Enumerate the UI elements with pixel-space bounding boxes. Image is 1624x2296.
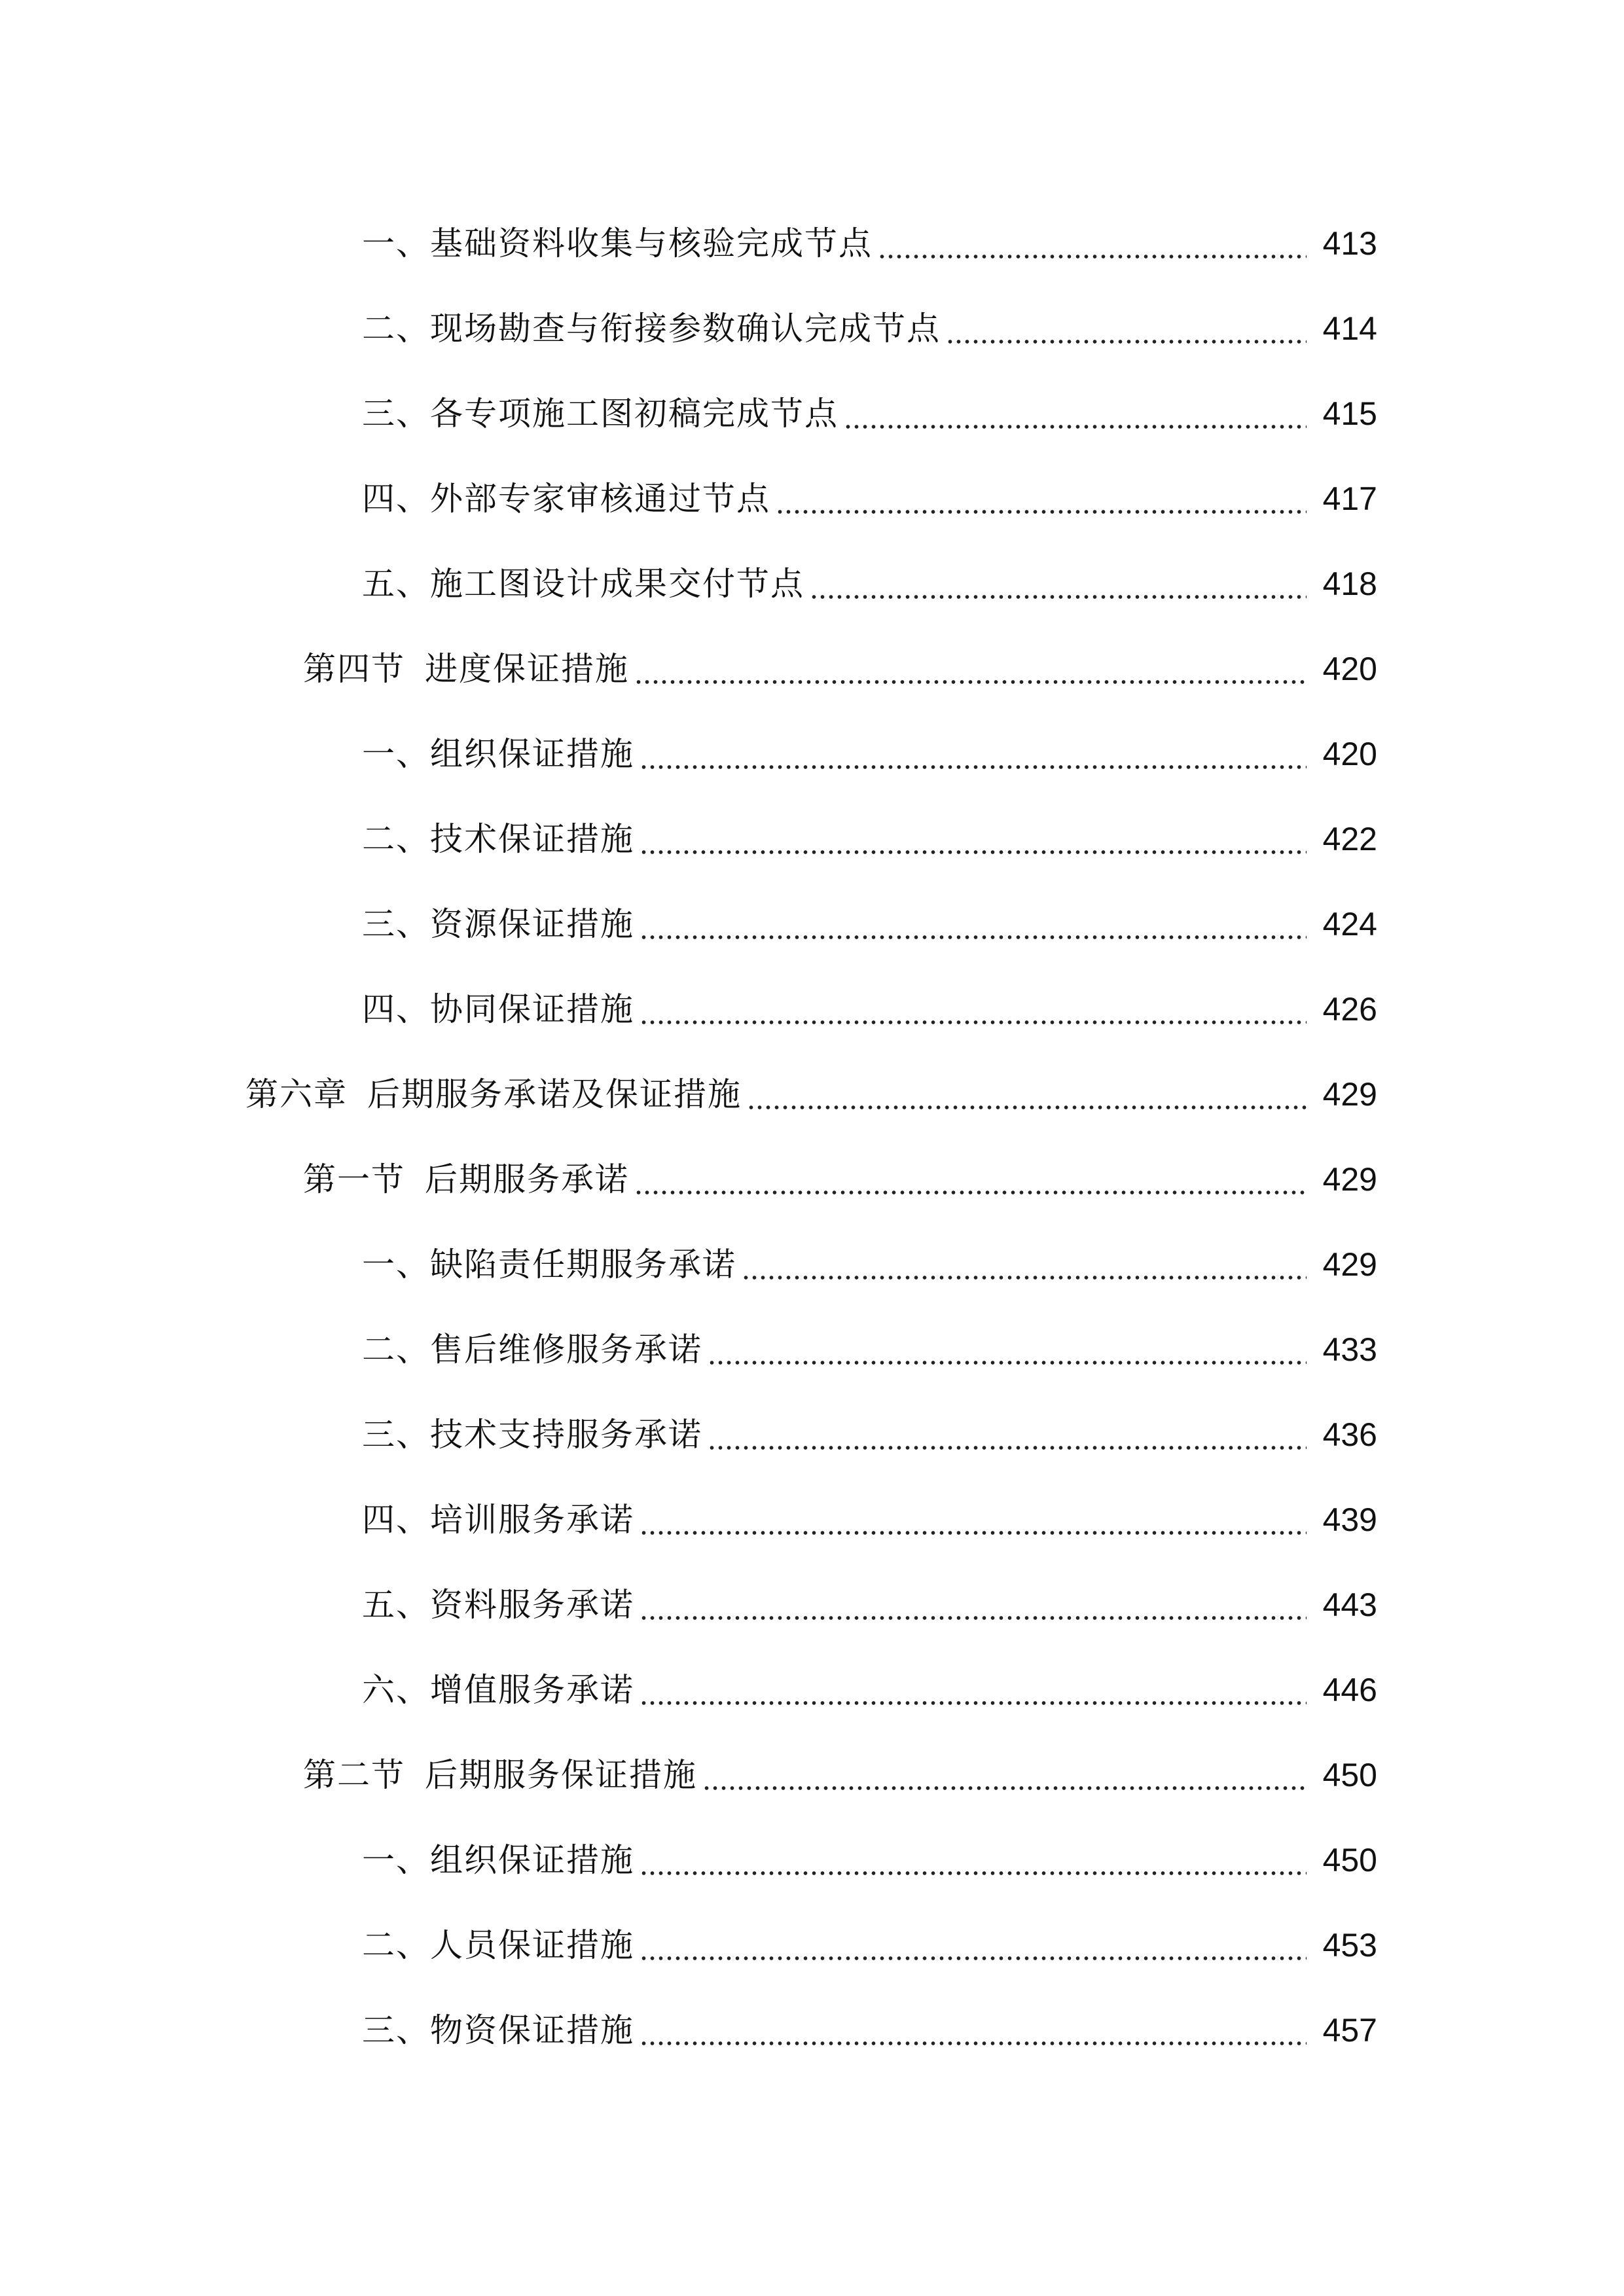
toc-section-title: 进度保证措施	[425, 650, 629, 688]
toc-entry[interactable]	[0, 1988, 1624, 2073]
toc-section-number: 第四节	[303, 650, 405, 688]
toc-entry-title: 三、技术支持服务承诺	[362, 1416, 702, 1454]
toc-entry-title	[303, 1732, 697, 1818]
toc-page-number: 426	[1322, 991, 1377, 1028]
toc-entry[interactable]	[0, 1477, 1624, 1562]
toc-page-number: 413	[1322, 225, 1377, 262]
toc-entry-title: 四、协同保证措施	[362, 990, 634, 1028]
toc-entry-title: 六、增值服务承诺	[362, 1671, 634, 1709]
toc-page-number: 424	[1322, 906, 1377, 942]
toc-page-number: 429	[1322, 1076, 1377, 1113]
toc-entry[interactable]	[0, 1307, 1624, 1392]
toc-entry-title: 五、资料服务承诺	[362, 1586, 634, 1624]
toc-entry[interactable]	[0, 967, 1624, 1052]
toc-chapter-entry[interactable]	[0, 1052, 1624, 1137]
toc-entry-title	[303, 626, 629, 711]
toc-page-number: 429	[1322, 1161, 1377, 1198]
toc-entry-title: 四、培训服务承诺	[362, 1501, 634, 1539]
toc-entry[interactable]	[0, 541, 1624, 626]
toc-entry-title	[245, 1052, 742, 1137]
table-of-contents	[0, 201, 1624, 2073]
dot-leader	[742, 1275, 1307, 1280]
toc-page-number: 450	[1322, 1842, 1377, 1878]
dot-leader	[747, 1105, 1307, 1110]
toc-entry[interactable]	[0, 371, 1624, 456]
toc-page-number: 414	[1322, 310, 1377, 347]
dot-leader	[640, 2041, 1307, 2046]
toc-section-number: 第二节	[303, 1756, 405, 1794]
toc-entry-title	[303, 1137, 629, 1222]
toc-section-number: 第一节	[303, 1160, 405, 1198]
toc-entry[interactable]	[0, 201, 1624, 286]
toc-page-number: 436	[1322, 1416, 1377, 1453]
dot-leader	[844, 424, 1307, 429]
toc-entry-title: 三、资源保证措施	[362, 905, 634, 943]
toc-page-number: 450	[1322, 1757, 1377, 1793]
toc-page-number: 439	[1322, 1501, 1377, 1538]
toc-entry-title: 一、组织保证措施	[362, 1841, 634, 1879]
toc-entry-title: 二、现场勘查与衔接参数确认完成节点	[362, 310, 941, 348]
dot-leader	[708, 1445, 1307, 1450]
dot-leader	[640, 1700, 1307, 1706]
toc-section-entry[interactable]	[0, 1137, 1624, 1222]
toc-entry-title: 二、技术保证措施	[362, 820, 634, 858]
toc-page-number: 433	[1322, 1331, 1377, 1368]
toc-page-number: 420	[1322, 651, 1377, 687]
toc-page-number: 420	[1322, 736, 1377, 772]
toc-entry[interactable]	[0, 1903, 1624, 1988]
toc-entry-title: 三、各专项施工图初稿完成节点	[362, 395, 839, 433]
dot-leader	[640, 1871, 1307, 1876]
toc-page-number: 422	[1322, 821, 1377, 857]
toc-chapter-number: 第六章	[245, 1075, 348, 1113]
toc-section-entry[interactable]	[0, 1732, 1624, 1818]
dot-leader	[708, 1360, 1307, 1365]
dot-leader	[946, 339, 1307, 344]
toc-entry[interactable]	[0, 456, 1624, 541]
toc-entry[interactable]	[0, 1647, 1624, 1732]
dot-leader	[634, 1190, 1307, 1195]
dot-leader	[640, 935, 1307, 940]
toc-page-number: 429	[1322, 1246, 1377, 1283]
toc-entry[interactable]	[0, 1392, 1624, 1477]
toc-entry[interactable]	[0, 1562, 1624, 1647]
toc-entry-title: 四、外部专家审核通过节点	[362, 480, 770, 518]
dot-leader	[640, 850, 1307, 855]
toc-entry[interactable]	[0, 711, 1624, 797]
toc-section-title: 后期服务承诺	[425, 1160, 629, 1198]
toc-entry-title: 五、施工图设计成果交付节点	[362, 565, 804, 603]
dot-leader	[640, 1530, 1307, 1535]
dot-leader	[640, 1020, 1307, 1025]
toc-page-number: 417	[1322, 480, 1377, 517]
toc-page-number: 415	[1322, 395, 1377, 432]
dot-leader	[634, 679, 1307, 685]
dot-leader	[702, 1785, 1307, 1791]
toc-entry-title: 一、缺陷责任期服务承诺	[362, 1246, 736, 1283]
toc-entry[interactable]	[0, 882, 1624, 967]
toc-section-entry[interactable]	[0, 626, 1624, 711]
toc-page-number: 443	[1322, 1587, 1377, 1623]
toc-entry[interactable]	[0, 797, 1624, 882]
toc-page-number: 453	[1322, 1927, 1377, 1964]
toc-chapter-title: 后期服务承诺及保证措施	[367, 1075, 742, 1113]
toc-entry-title: 二、售后维修服务承诺	[362, 1331, 702, 1369]
dot-leader	[640, 1956, 1307, 1961]
toc-section-title: 后期服务保证措施	[425, 1756, 697, 1794]
toc-entry[interactable]	[0, 1222, 1624, 1307]
toc-page-number: 446	[1322, 1672, 1377, 1708]
toc-entry-title: 二、人员保证措施	[362, 1926, 634, 1964]
dot-leader	[776, 509, 1307, 514]
toc-entry[interactable]	[0, 286, 1624, 371]
toc-page-number: 418	[1322, 565, 1377, 602]
toc-entry[interactable]	[0, 1818, 1624, 1903]
toc-page-number: 457	[1322, 2012, 1377, 2049]
dot-leader	[810, 594, 1307, 600]
dot-leader	[878, 254, 1307, 259]
toc-entry-title: 三、物资保证措施	[362, 2011, 634, 2049]
toc-entry-title: 一、基础资料收集与核验完成节点	[362, 224, 873, 262]
dot-leader	[640, 764, 1307, 770]
dot-leader	[640, 1615, 1307, 1621]
toc-entry-title: 一、组织保证措施	[362, 735, 634, 773]
